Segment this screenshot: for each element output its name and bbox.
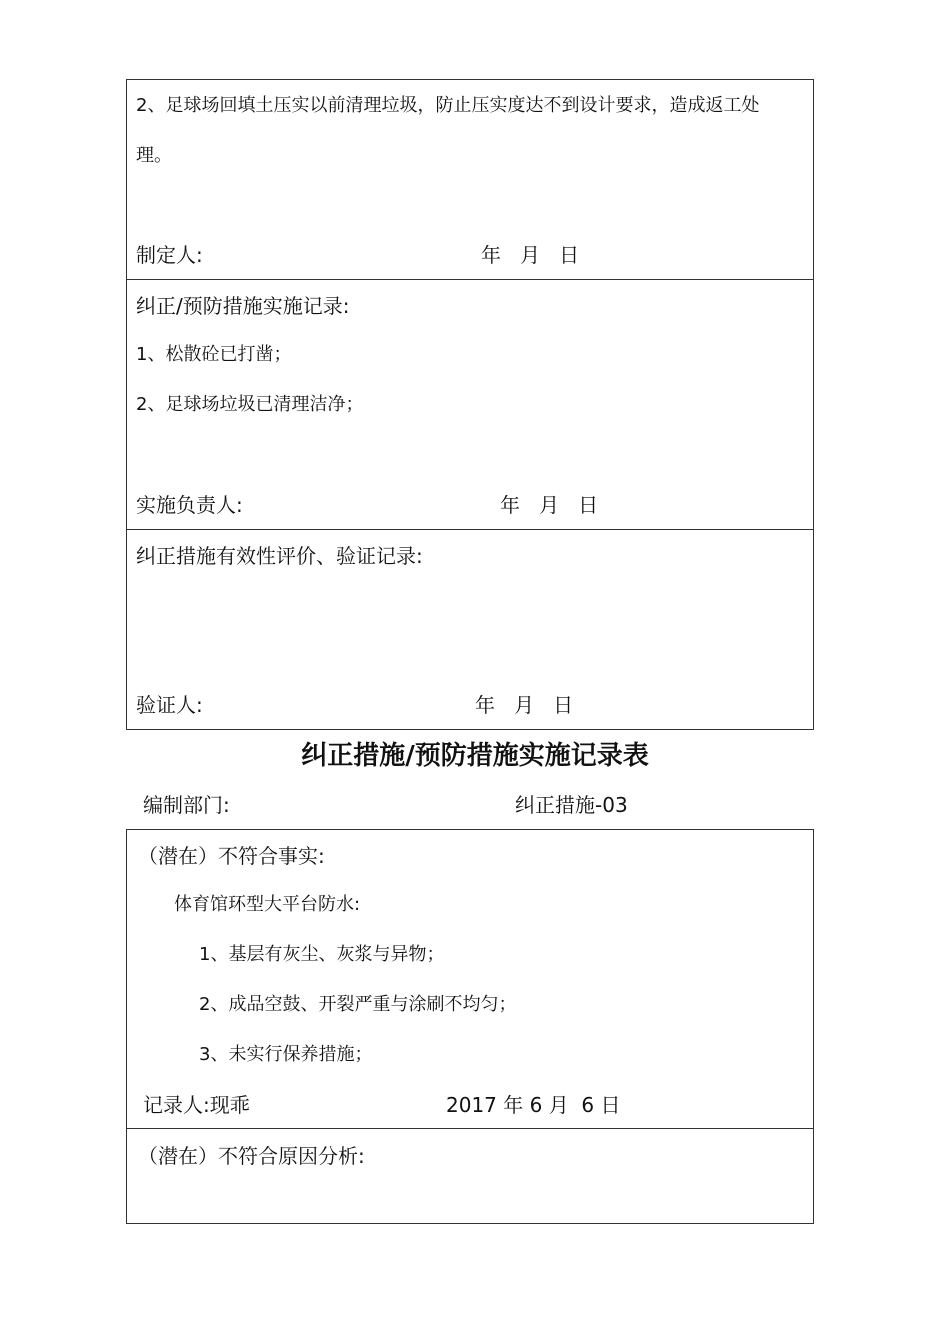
form-title: 纠正措施/预防措施实施记录表	[301, 741, 649, 771]
measures-text-line1: 2、足球场回填土压实以前清理垃圾，防止压实度达不到设计要求，造成返工处	[136, 95, 760, 116]
recorder: 记录人:现乖	[143, 1093, 250, 1117]
verifier-date: 年 月 日	[475, 693, 574, 717]
form-number: 纠正措施-03	[515, 793, 628, 817]
record-date: 2017 年 6 月 6 日	[446, 1093, 621, 1117]
row-divider-3	[126, 1128, 814, 1129]
creator-date: 年 月 日	[481, 243, 580, 267]
cause-heading: （潜在）不符合原因分析:	[138, 1144, 365, 1168]
implementer-date: 年 月 日	[500, 493, 599, 517]
nonconformity-item-2: 2、成品空鼓、开裂严重与涂刷不均匀；	[199, 994, 517, 1015]
row-divider-2	[126, 529, 814, 530]
evaluation-heading: 纠正措施有效性评价、验证记录:	[136, 544, 423, 568]
measures-text-line2: 理。	[136, 145, 172, 166]
implementation-item-1: 1、松散砼已打凿；	[136, 344, 292, 365]
creator-label: 制定人:	[136, 243, 203, 267]
verifier-label: 验证人:	[136, 693, 203, 717]
nonconformity-item-1: 1、基层有灰尘、灰浆与异物；	[199, 944, 445, 965]
nonconformity-item-3: 3、未实行保养措施；	[199, 1044, 373, 1065]
implementer-label: 实施负责人:	[136, 493, 243, 517]
nonconformity-subject: 体育馆环型大平台防水:	[174, 894, 361, 915]
department-label: 编制部门:	[143, 793, 230, 817]
row-divider-1	[126, 279, 814, 280]
nonconformity-heading: （潜在）不符合事实:	[138, 844, 325, 868]
implementation-heading: 纠正/预防措施实施记录:	[136, 294, 350, 318]
implementation-item-2: 2、足球场垃圾已清理洁净；	[136, 394, 364, 415]
